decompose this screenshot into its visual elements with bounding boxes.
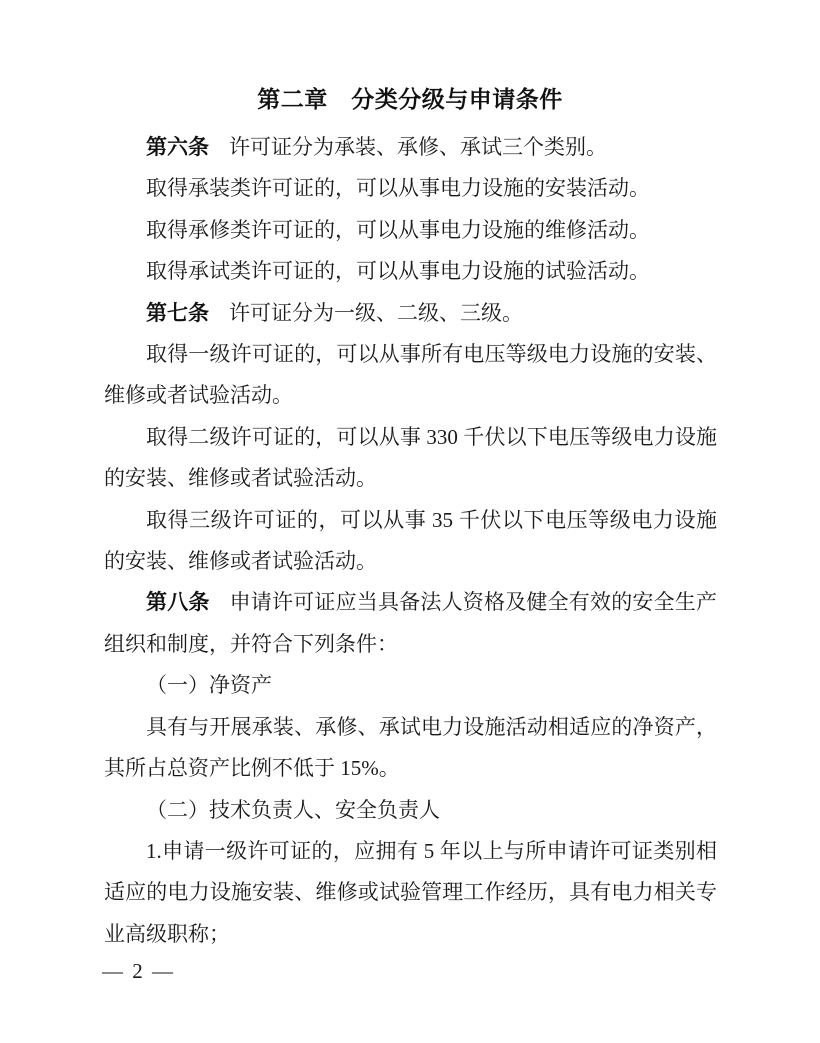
- paragraph-text: （一）净资产: [146, 673, 272, 698]
- paragraph: [104, 417, 717, 500]
- paragraph: [104, 210, 717, 251]
- paragraph: [104, 168, 717, 209]
- paragraph-text: 具有与开展承装、承修、承试电力设施活动相适应的净资产，其所占总资产比例不低于 15%。: [104, 714, 717, 781]
- paragraph-text: 取得承装类许可证的，可以从事电力设施的安装活动。: [146, 176, 650, 201]
- paragraph-text: 取得二级许可证的，可以从事 330 千伏以下电压等级电力设施的安装、维修或者试验活动。: [104, 424, 717, 491]
- paragraph: [104, 500, 717, 583]
- paragraph: [104, 293, 717, 334]
- paragraph-text: 取得承修类许可证的，可以从事电力设施的维修活动。: [146, 217, 650, 242]
- paragraph-text: 取得承试类许可证的，可以从事电力设施的试验活动。: [146, 259, 650, 284]
- article-number: 第七条: [146, 300, 209, 325]
- paragraph: [104, 127, 717, 168]
- page-number: — 2 —: [102, 959, 175, 983]
- paragraph: [104, 334, 717, 417]
- paragraph: [104, 251, 717, 292]
- paragraph: [104, 582, 717, 665]
- document-body: [104, 127, 717, 955]
- paragraph-text: 取得一级许可证的，可以从事所有电压等级电力设施的安装、维修或者试验活动。: [104, 342, 717, 408]
- paragraph-text: 申请许可证应当具备法人资格及健全有效的安全生产组织和制度，并符合下列条件：: [104, 590, 718, 656]
- paragraph-text: 1.申请一级许可证的，应拥有 5 年以上与所申请许可证类别相适应的电力设施安装、维修或试验管理工作经历，具有电力相关专业高级职称；: [104, 838, 717, 946]
- paragraph: [104, 790, 717, 831]
- article-number: 第六条: [146, 135, 209, 159]
- paragraph: [104, 665, 717, 706]
- paragraph: [104, 707, 717, 790]
- paragraph-text: （二）技术负责人、安全负责人: [146, 797, 440, 822]
- paragraph-text: 许可证分为承装、承修、承试三个类别。: [229, 135, 607, 159]
- article-number: 第八条: [146, 590, 210, 615]
- paragraph-text: 许可证分为一级、二级、三级。: [229, 300, 523, 325]
- paragraph: [104, 831, 717, 955]
- chapter-title: 第二章 分类分级与申请条件: [257, 86, 563, 112]
- paragraph-text: 取得三级许可证的，可以从事 35 千伏以下电压等级电力设施的安装、维修或者试验活动。: [104, 507, 717, 574]
